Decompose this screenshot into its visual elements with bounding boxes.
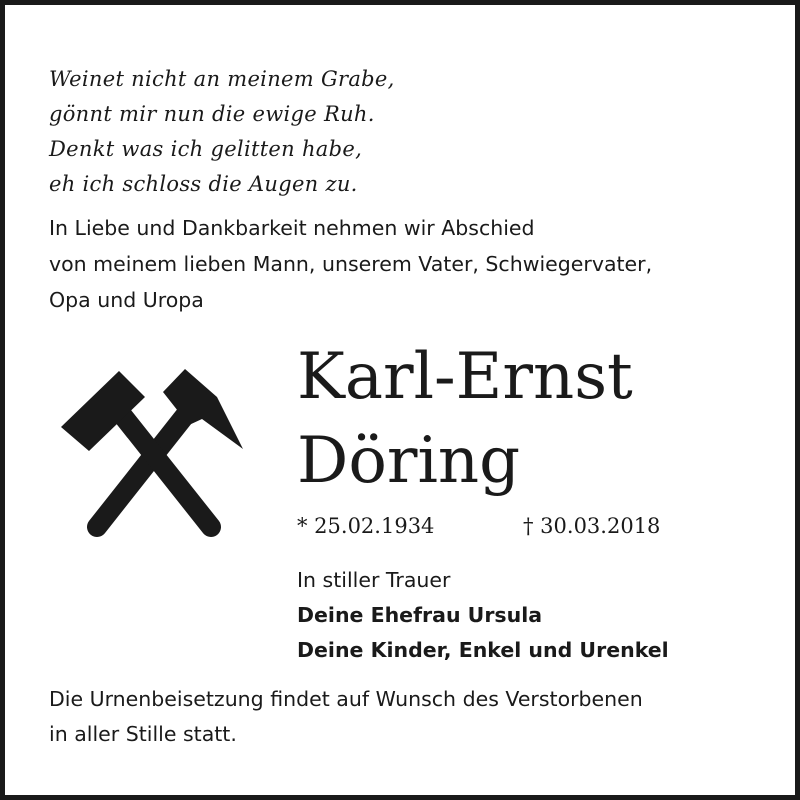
burial-notice bbox=[49, 682, 643, 752]
farewell-line: Opa und Uropa bbox=[49, 288, 204, 312]
farewell-line: von meinem lieben Mann, unserem Vater, Schwiegervater, bbox=[49, 252, 653, 276]
mourners-heading: In stiller Trauer bbox=[297, 568, 451, 592]
last-name: Döring bbox=[297, 424, 521, 498]
poem-line: eh ich schloss die Augen zu. bbox=[49, 172, 358, 196]
burial-notice-line: in aller Stille statt. bbox=[49, 722, 237, 746]
mourner-line: Deine Ehefrau Ursula bbox=[297, 603, 543, 627]
birth-date: * 25.02.1934 bbox=[297, 514, 435, 538]
farewell-line: In Liebe und Dankbarkeit nehmen wir Abschied bbox=[49, 216, 535, 240]
poem-line: Denkt was ich gelitten habe, bbox=[49, 137, 363, 161]
farewell-text bbox=[49, 210, 652, 318]
mourners-block bbox=[297, 563, 669, 668]
mourner-line: Deine Kinder, Enkel und Urenkel bbox=[297, 638, 669, 662]
deceased-name bbox=[297, 335, 633, 503]
death-date: † 30.03.2018 bbox=[523, 514, 661, 538]
burial-notice-line: Die Urnenbeisetzung findet auf Wunsch des Verstorbenen bbox=[49, 687, 643, 711]
hammer-and-pick-icon bbox=[57, 367, 247, 539]
poem-line: gönnt mir nun die ewige Ruh. bbox=[49, 102, 375, 126]
memorial-poem bbox=[49, 62, 395, 202]
first-name: Karl-Ernst bbox=[297, 340, 633, 414]
poem-line: Weinet nicht an meinem Grabe, bbox=[49, 67, 395, 91]
